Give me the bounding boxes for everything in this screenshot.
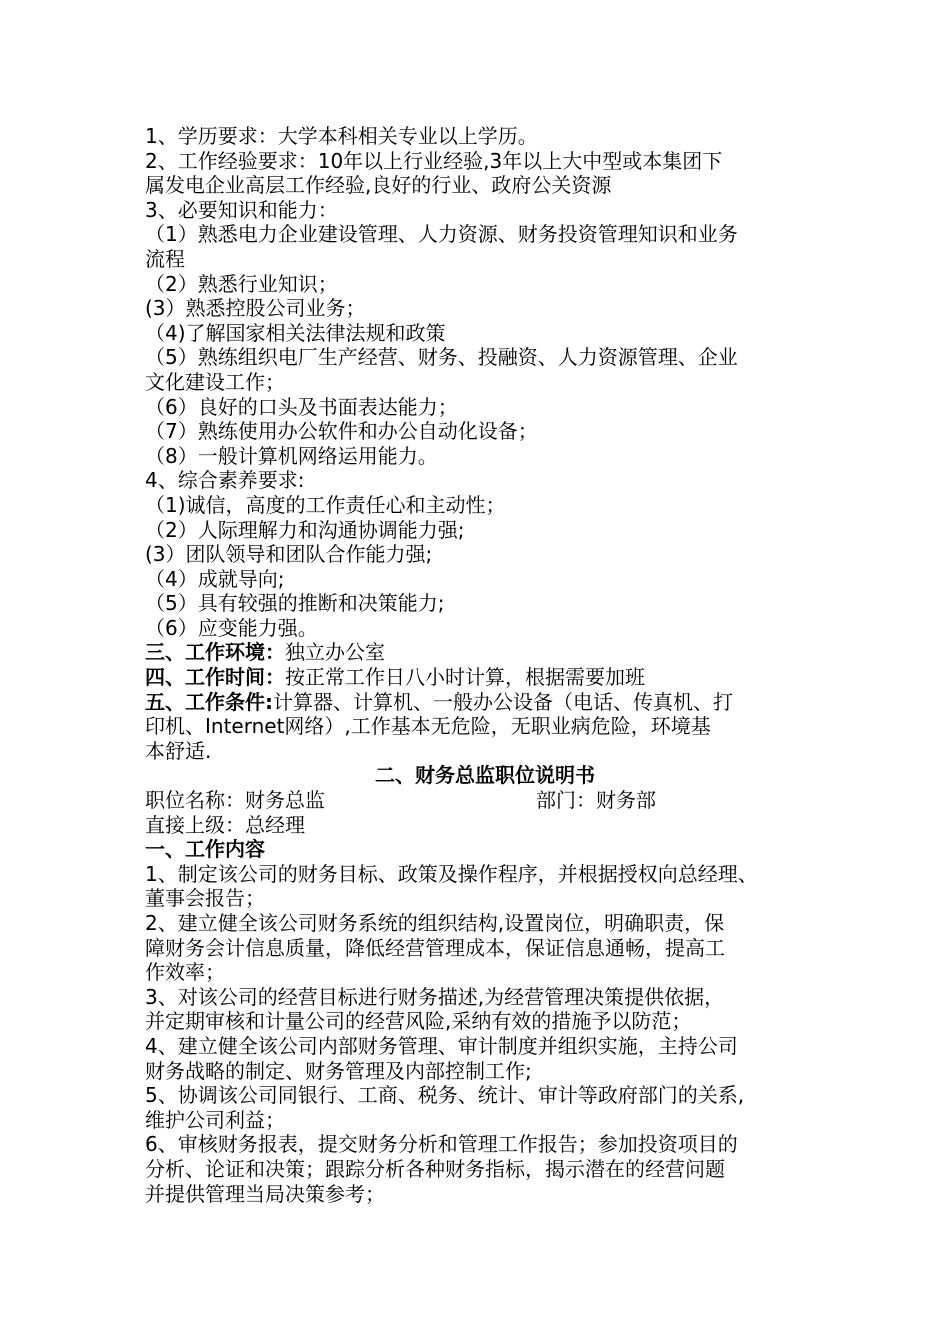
content-item-2-line-2: 障财务会计信息质量，降低经营管理成本，保证信息通畅，提高工: [145, 935, 725, 960]
req-knowledge-heading: 3、必要知识和能力：: [145, 197, 338, 222]
content-item-3-line-1: 3、对该公司的经营目标进行财务描述,为经营管理决策提供依据，: [145, 984, 725, 1009]
section-title: 二、财务总监职位说明书: [375, 763, 595, 788]
content-item-2-line-1: 2、建立健全该公司财务系统的组织结构,设置岗位，明确职责，保: [145, 911, 725, 935]
content-item-1-line-2: 董事会报告；: [145, 886, 265, 911]
quality-item-2: （2）人际理解力和沟通协调能力强;: [145, 517, 465, 542]
knowledge-item-1-line-2: 流程: [145, 246, 185, 271]
knowledge-item-1-line-1: （1）熟悉电力企业建设管理、人力资源、财务投资管理知识和业务: [145, 222, 738, 247]
work-environment-label: 三、工作环境：: [145, 640, 285, 665]
knowledge-item-2: （2）熟悉行业知识；: [145, 271, 338, 296]
content-item-3-line-2: 并定期审核和计量公司的经营风险,采纳有效的措施予以防范；: [145, 1009, 692, 1034]
position-row: [145, 788, 825, 813]
work-environment-text: 独立办公室: [285, 640, 385, 665]
quality-item-3: (3）团队领导和团队合作能力强;: [145, 542, 433, 567]
knowledge-item-4: （4)了解国家相关法律法规和政策: [145, 320, 446, 345]
req-education: 1、学历要求：大学本科相关专业以上学历。: [145, 124, 538, 148]
content-item-6-line-1: 6、审核财务报表，提交财务分析和管理工作报告；参加投资项目的: [145, 1132, 738, 1157]
work-conditions-line-3: 本舒适.: [145, 738, 212, 763]
work-time-text: 按正常工作日八小时计算，根据需要加班: [285, 665, 645, 690]
req-experience-line-1: 2、工作经验要求：10年以上行业经验,3年以上大中型或本集团下: [145, 148, 723, 173]
work-environment: [145, 640, 825, 665]
content-item-5-line-2: 维护公司利益；: [145, 1107, 285, 1132]
work-content-heading: 一、工作内容: [145, 837, 265, 862]
position-department: 部门：财务部: [536, 788, 656, 813]
content-item-4-line-2: 财务战略的制定、财务管理及内部控制工作;: [145, 1058, 532, 1083]
work-conditions-line-2: 印机、Internet网络）,工作基本无危险，无职业病危险，环境基: [145, 714, 711, 739]
direct-superior: 直接上级：总经理: [145, 812, 305, 837]
req-quality-heading: 4、综合素养要求:: [145, 468, 305, 493]
quality-item-4: （4）成就导向;: [145, 566, 285, 591]
content-item-2-line-3: 作效率；: [145, 960, 225, 985]
work-time: [145, 665, 825, 690]
knowledge-item-7: （7）熟练使用办公软件和办公自动化设备；: [145, 419, 538, 444]
content-item-5-line-1: 5、协调该公司同银行、工商、税务、统计、审计等政府部门的关系,: [145, 1083, 745, 1108]
content-item-6-line-3: 并提供管理当局决策参考；: [145, 1181, 385, 1206]
work-time-label: 四、工作时间：: [145, 665, 285, 690]
knowledge-item-3: (3）熟悉控股公司业务；: [145, 296, 366, 321]
position-name: 职位名称：财务总监: [145, 788, 325, 813]
work-conditions-label: 五、工作条件:: [145, 689, 273, 714]
work-conditions: [145, 690, 825, 715]
req-experience-line-2: 属发电企业高层工作经验,良好的行业、政府公关资源: [145, 173, 612, 198]
knowledge-item-5-line-1: （5）熟练组织电厂生产经营、财务、投融资、人力资源管理、企业: [145, 345, 738, 370]
knowledge-item-6: （6）良好的口头及书面表达能力；: [145, 394, 458, 419]
work-conditions-text-1: 计算器、计算机、一般办公设备（电话、传真机、打: [273, 689, 733, 714]
quality-item-6: （6）应变能力强。: [145, 615, 318, 640]
knowledge-item-8: （8）一般计算机网络运用能力。: [145, 443, 438, 468]
quality-item-5: （5）具有较强的推断和决策能力;: [145, 591, 445, 616]
content-item-4-line-1: 4、建立健全该公司内部财务管理、审计制度并组织实施，主持公司: [145, 1033, 738, 1058]
document-page: [145, 124, 825, 1206]
content-item-6-line-2: 分析、论证和决策；跟踪分析各种财务指标，揭示潜在的经营问题: [145, 1156, 725, 1181]
quality-item-1: （1)诚信，高度的工作责任心和主动性；: [145, 492, 506, 517]
content-item-1-line-1: 1、制定该公司的财务目标、政策及操作程序，并根据授权向总经理、: [145, 861, 758, 886]
knowledge-item-5-line-2: 文化建设工作；: [145, 369, 285, 394]
